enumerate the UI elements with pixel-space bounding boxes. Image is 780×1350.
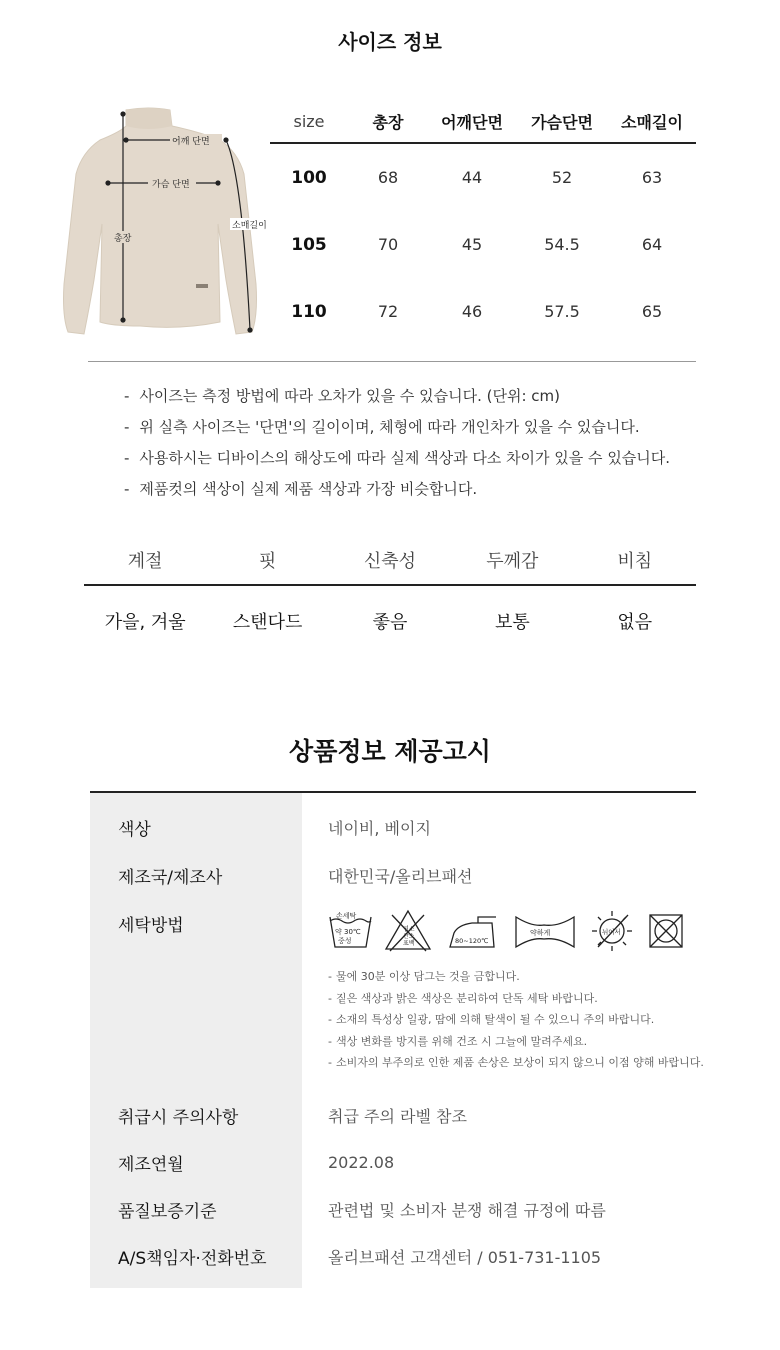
attr-value-stretch: 좋음 — [372, 612, 408, 633]
size-cell: 45 — [461, 235, 483, 254]
wash-note-item: - 소재의 특성상 일광, 땀에 의해 탈색이 될 수 있으니 주의 바랍니다. — [328, 1012, 704, 1034]
notice-row-as-contact — [90, 1242, 696, 1270]
size-cell: 100 — [291, 167, 327, 188]
product-notice-table — [90, 791, 704, 1288]
no-bleach-text-1: 염소 — [403, 926, 415, 933]
size-cell: 46 — [461, 302, 483, 321]
shoulder-width-label: 어깨 단면 — [172, 137, 210, 147]
size-table-row — [270, 211, 696, 278]
size-cell: 72 — [377, 302, 399, 321]
notice-label: 제조연월 — [118, 1154, 184, 1175]
notice-label: 세탁방법 — [118, 915, 184, 936]
washing-icons — [328, 907, 688, 953]
attr-header-thickness: 두께감 — [486, 551, 539, 572]
notice-label: 제조국/제조사 — [118, 867, 223, 888]
no-tumble-dry-icon — [650, 915, 682, 947]
attr-header-stretch: 신축성 — [363, 551, 417, 572]
no-bleach-icon — [386, 911, 430, 951]
hand-wash-icon — [330, 911, 371, 947]
sun-dry-text: 뉘어서 — [602, 928, 621, 936]
size-cell: 57.5 — [544, 302, 580, 321]
notice-row-date — [90, 1148, 696, 1176]
notice-label: 품질보증기준 — [118, 1201, 217, 1222]
size-header-sleeve: 소매길이 — [621, 112, 683, 132]
notice-row-color — [90, 813, 696, 841]
note-item: - 사용하시는 디바이스의 해상도에 따라 실제 색상과 다소 차이가 있을 수 있습니다. — [124, 446, 670, 477]
attribute-header-row — [84, 536, 696, 586]
size-cell: 65 — [641, 302, 663, 321]
attr-value-thickness: 보통 — [494, 612, 530, 633]
size-header-size: size — [293, 111, 325, 131]
size-header-shoulder: 어깨단면 — [441, 112, 503, 132]
size-cell: 70 — [377, 235, 399, 254]
sweater-logo-tag — [196, 284, 208, 288]
note-item: - 사이즈는 측정 방법에 따라 오차가 있을 수 있습니다. (단위: cm) — [124, 384, 670, 415]
size-table — [270, 100, 696, 345]
gentle-wring-icon — [516, 917, 574, 947]
product-notice-title: 상품정보 제공고시 — [289, 737, 491, 766]
total-length-label: 총장 — [114, 234, 132, 244]
notice-value: 대한민국/올리브패션 — [328, 866, 473, 886]
attr-header-fit: 핏 — [258, 551, 277, 572]
attr-value-season: 가을, 겨울 — [104, 612, 186, 633]
notice-label: A/S책임자·전화번호 — [118, 1248, 267, 1269]
attribute-value-row — [84, 586, 696, 656]
notice-row-origin — [90, 861, 696, 889]
notice-value: 2022.08 — [328, 1152, 395, 1172]
sweater-illustration — [60, 104, 280, 336]
wash-note-item: - 색상 변화를 방지를 위해 건조 시 그늘에 말려주세요. — [328, 1034, 704, 1056]
size-cell: 44 — [461, 168, 483, 187]
size-cell: 105 — [291, 234, 327, 255]
hand-wash-text-2: 약 30℃ — [335, 928, 361, 936]
sweater-collar — [126, 108, 172, 129]
notice-row-caution — [90, 1101, 696, 1129]
size-header-length: 총장 — [372, 112, 404, 132]
attr-header-season: 계절 — [127, 551, 163, 572]
notice-label: 색상 — [118, 819, 151, 840]
size-header-chest: 가슴단면 — [531, 112, 593, 132]
attr-value-fit: 스탠다드 — [232, 612, 303, 633]
divider — [88, 361, 696, 362]
hand-wash-text-3: 중성 — [338, 937, 352, 945]
size-info-title: 사이즈 정보 — [338, 30, 442, 54]
sun-dry-icon — [592, 911, 632, 951]
size-table-row — [270, 278, 696, 345]
size-notes — [124, 384, 670, 508]
wring-text: 약하게 — [530, 929, 551, 937]
size-cell: 110 — [291, 301, 327, 322]
note-item: - 위 실측 사이즈는 '단면'의 길이이며, 체형에 따라 개인차가 있을 수 있습니다. — [124, 415, 670, 446]
size-cell: 54.5 — [544, 235, 580, 254]
size-cell: 52 — [551, 168, 573, 187]
note-item: - 제품컷의 색상이 실제 제품 색상과 가장 비슷합니다. — [124, 477, 670, 508]
sleeve-length-label: 소매길이 — [232, 221, 267, 231]
size-table-row — [270, 144, 696, 211]
attr-header-sheerness: 비침 — [617, 551, 653, 572]
size-cell: 64 — [641, 235, 663, 254]
chest-width-label: 가슴 단면 — [152, 180, 190, 190]
no-bleach-text-2: 산소 — [403, 933, 415, 940]
iron-icon — [450, 917, 496, 947]
attr-value-sheerness: 없음 — [617, 612, 653, 633]
notice-value: 취급 주의 라벨 참조 — [328, 1106, 467, 1126]
attribute-table — [84, 536, 696, 656]
notice-value: 올리브패션 고객센터 / 051-731-1105 — [328, 1247, 602, 1267]
wash-note-item: - 물에 30분 이상 담그는 것을 금합니다. — [328, 969, 704, 991]
notice-row-warranty — [90, 1195, 696, 1223]
iron-text: 80~120℃ — [455, 937, 489, 945]
wash-note-item: - 소비자의 부주의로 인한 제품 손상은 보상이 되지 않으니 이점 양해 바랍니다. — [328, 1055, 704, 1077]
wash-note-item: - 짙은 색상과 밝은 색상은 분리하여 단독 세탁 바랍니다. — [328, 991, 704, 1013]
notice-value: 관련법 및 소비자 분쟁 해결 규정에 따름 — [328, 1200, 606, 1220]
no-bleach-text-3: 표백 — [403, 940, 415, 947]
washing-notes — [328, 969, 704, 1077]
size-cell: 68 — [377, 168, 399, 187]
size-table-header — [270, 100, 696, 144]
size-cell: 63 — [641, 168, 663, 187]
notice-label: 취급시 주의사항 — [118, 1107, 239, 1128]
notice-value: 네이비, 베이지 — [328, 818, 431, 838]
hand-wash-text-1: 손세탁 — [336, 912, 357, 920]
